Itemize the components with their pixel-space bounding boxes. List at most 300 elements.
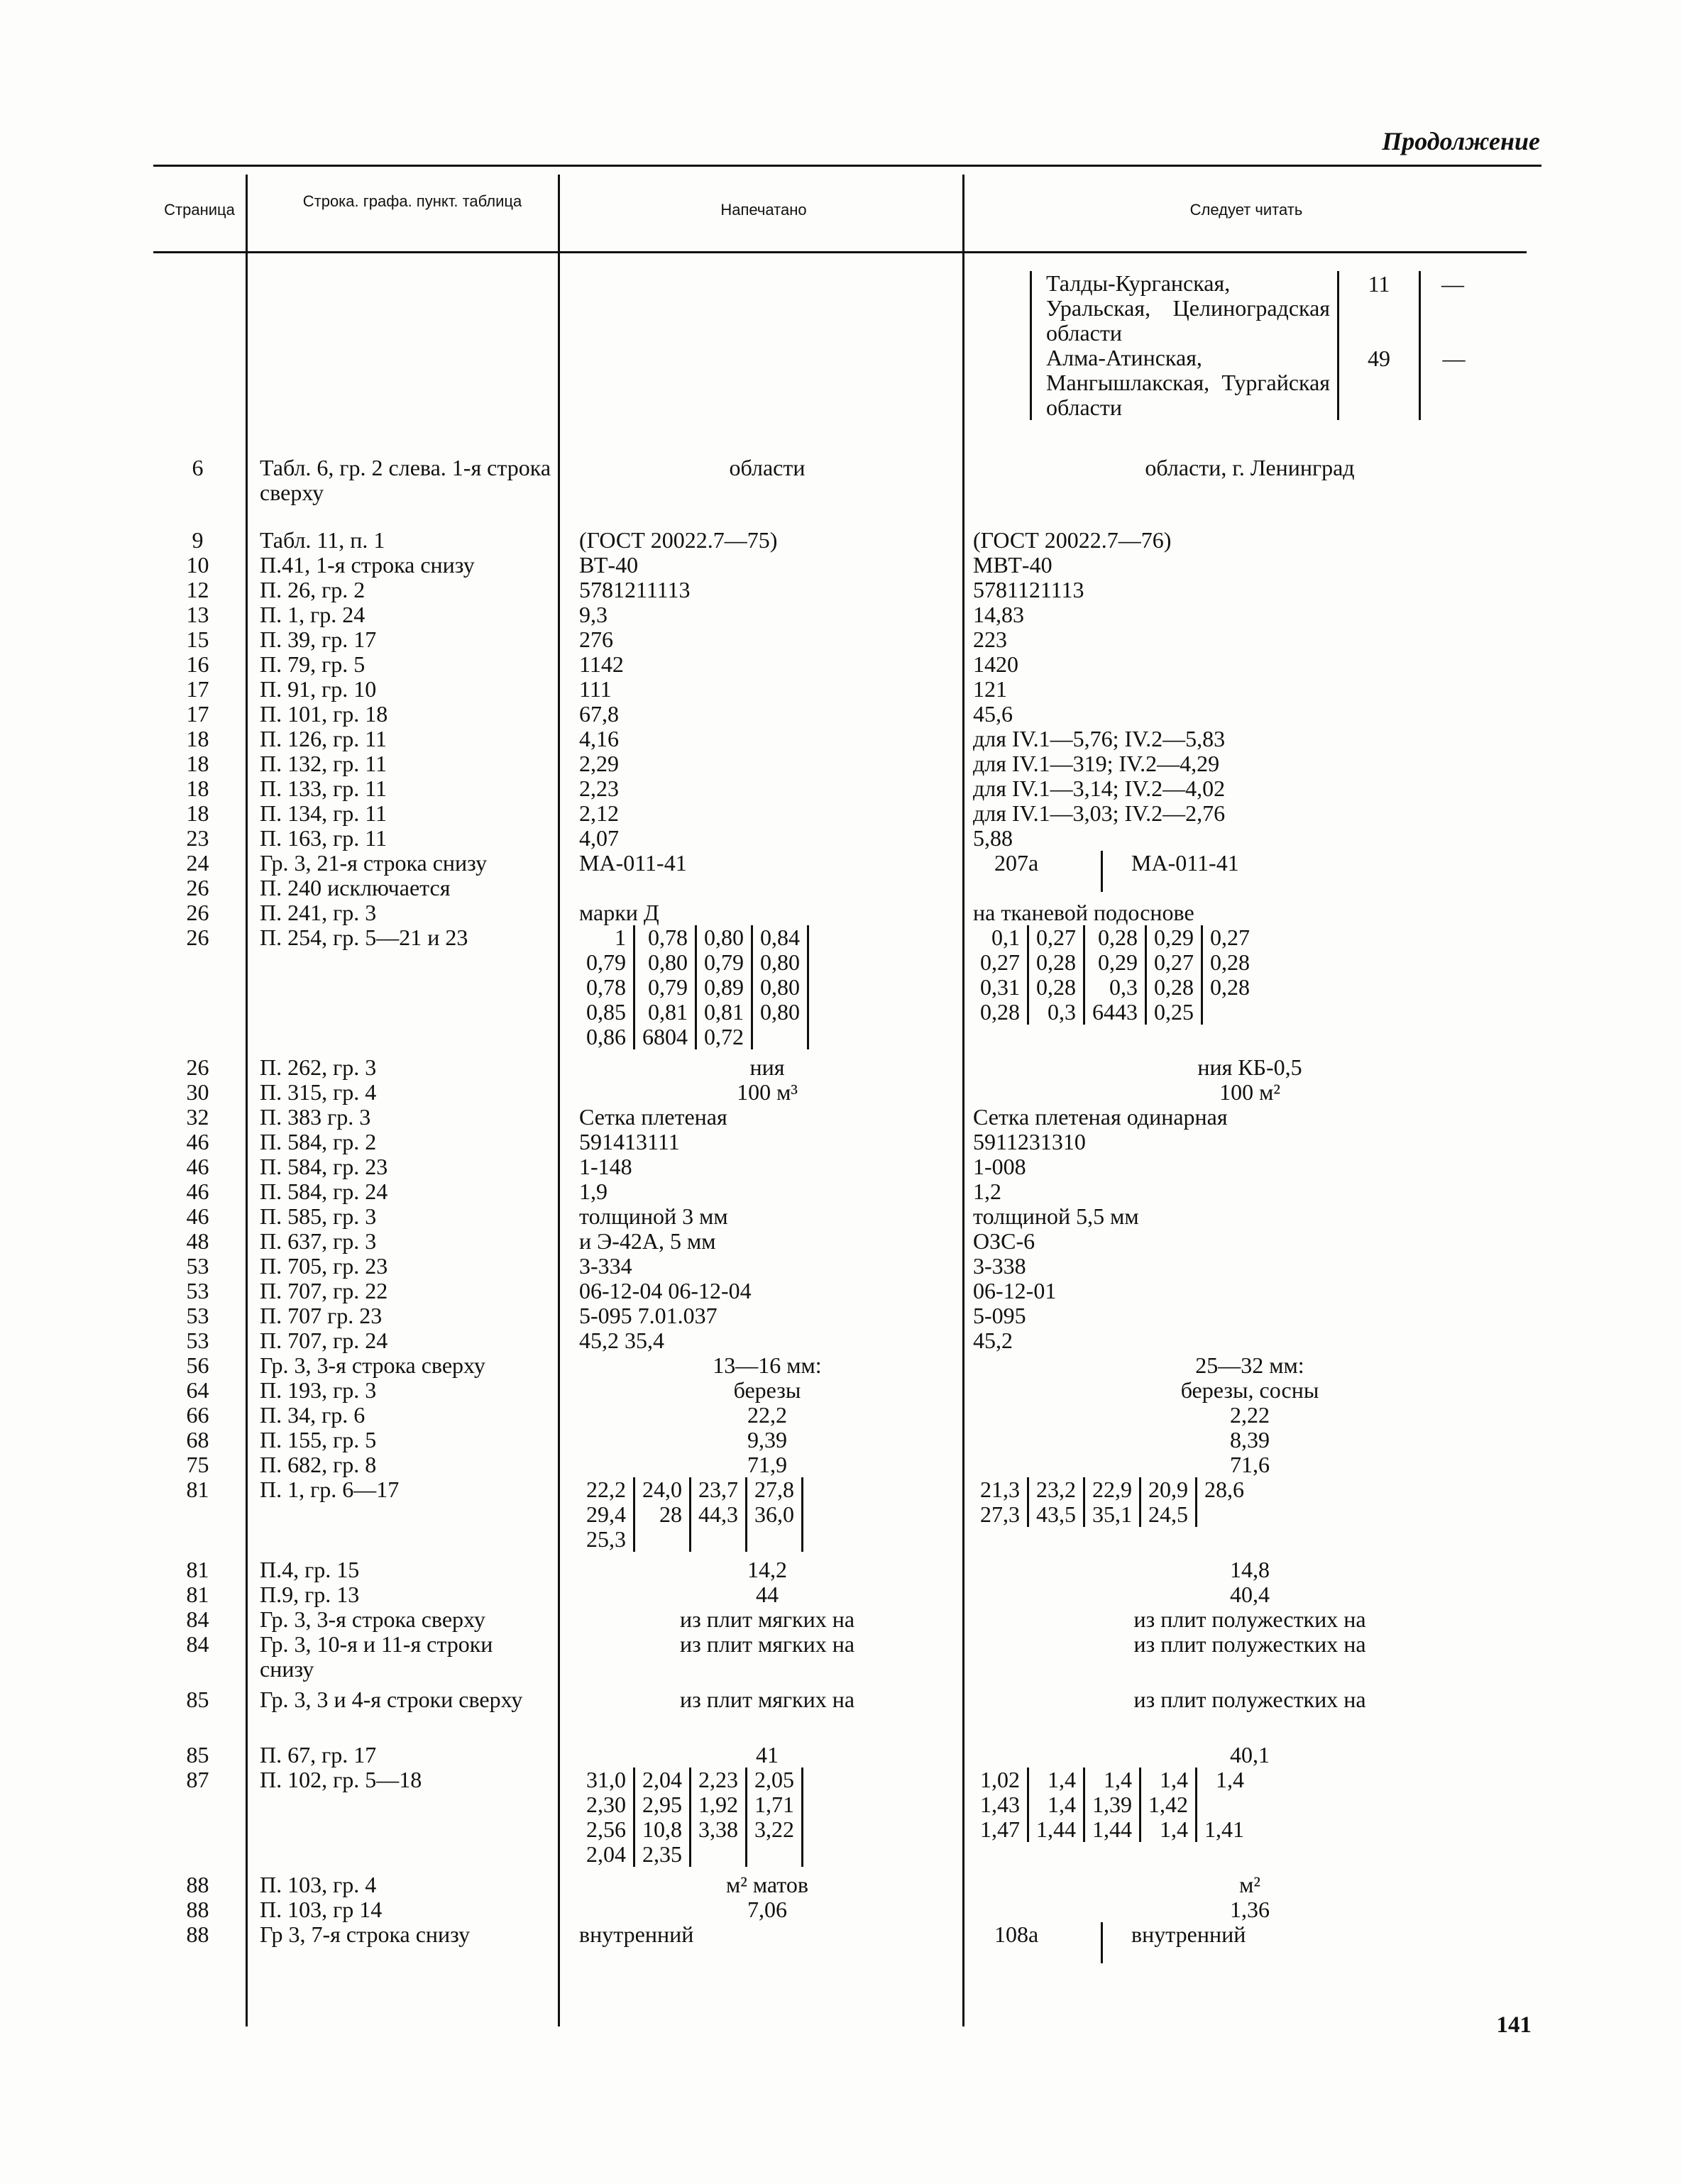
col-divider-1-head	[246, 175, 248, 253]
row-read: 223	[973, 627, 1007, 652]
row-printed: из плит мягких на	[679, 1631, 855, 1657]
grid-cell	[747, 1527, 803, 1552]
grid-cell: 0,79	[634, 975, 696, 1000]
row-printed: из плит мягких на	[679, 1687, 855, 1712]
row-page: 18	[186, 776, 209, 801]
row-line: П. 584, гр. 2	[260, 1129, 377, 1154]
grid-cell: 6804	[634, 1025, 696, 1049]
grid-cell: 2,04	[579, 1842, 634, 1867]
row-read: из плит полужестких на	[1133, 1687, 1366, 1712]
row-page: 81	[186, 1557, 209, 1582]
grid-cell	[634, 1527, 691, 1552]
row-printed: 2,29	[579, 751, 619, 776]
row-printed: марки Д	[579, 900, 659, 925]
row-printed: из плит мягких на	[679, 1606, 855, 1632]
grid-cell: 24,5	[1140, 1502, 1197, 1527]
row-printed: 1,9	[579, 1179, 608, 1204]
grid-cell: 36,0	[747, 1502, 803, 1527]
row-page: 88	[186, 1921, 209, 1947]
page-number: 141	[1496, 2012, 1532, 2038]
row-line: Табл. 11, п. 1	[260, 527, 385, 553]
grid-cell: 1,47	[973, 1817, 1028, 1842]
row-line: П. 26, гр. 2	[260, 577, 365, 602]
grid-cell: 0,27	[1146, 950, 1202, 975]
row-read: 71,6	[1230, 1452, 1270, 1477]
row-page: 17	[186, 701, 209, 727]
printed-grid	[579, 925, 809, 1049]
row-printed: 4,07	[579, 825, 619, 851]
row-read: березы, сосны	[1180, 1377, 1319, 1403]
grid-cell: 22,9	[1084, 1477, 1140, 1502]
row-line: П. 240 исключается	[260, 875, 451, 900]
grid-cell: 0,80	[752, 975, 808, 1000]
row-page: 53	[186, 1253, 209, 1279]
grid-cell: 0,29	[1146, 925, 1202, 950]
grid-cell: 27,3	[973, 1502, 1028, 1527]
row-line: П. 1, гр. 24	[260, 602, 365, 627]
row-read: на тканевой подоснове	[973, 900, 1194, 925]
row-read: ния КБ-0,5	[1197, 1054, 1302, 1080]
grid-cell: 0,78	[579, 975, 634, 1000]
row-page: 66	[186, 1402, 209, 1428]
row-printed: 9,39	[747, 1427, 787, 1452]
row-line: П. 101, гр. 18	[260, 701, 388, 727]
row-line: П. 637, гр. 3	[260, 1228, 377, 1254]
row-line: П. 91, гр. 10	[260, 676, 377, 702]
row-page: 53	[186, 1278, 209, 1303]
row-page: 9	[192, 527, 204, 553]
region-value: 49	[1339, 346, 1420, 420]
row-page: 64	[186, 1377, 209, 1403]
row-printed: и Э-42А, 5 мм	[579, 1228, 716, 1254]
row-line: П. 132, гр. 11	[260, 751, 387, 776]
grid-cell	[691, 1527, 747, 1552]
grid-cell: 0,28	[1210, 949, 1250, 975]
row-line: Гр. 3, 3 и 4-я строки сверху	[260, 1687, 523, 1712]
grid-cell: 0,31	[973, 975, 1028, 1000]
row-printed: 100 м³	[737, 1079, 798, 1105]
row-line: П. 584, гр. 24	[260, 1179, 388, 1204]
grid-cell: 1,4	[1140, 1817, 1197, 1842]
region-name: Алма-Атинская, Мангышлакская, Тургайская области	[1031, 346, 1339, 420]
row-read: 40,4	[1230, 1582, 1270, 1607]
row-line: П.4, гр. 15	[260, 1557, 360, 1582]
row-read: 5911231310	[973, 1129, 1086, 1154]
grid-cell: 0,28	[1028, 975, 1084, 1000]
grid-cell: 23,7	[691, 1477, 747, 1502]
row-read: для IV.1—319; IV.2—4,29	[973, 751, 1220, 776]
grid-cell: 2,56	[579, 1817, 634, 1842]
row-line: П. 133, гр. 11	[260, 776, 387, 801]
continuation-label: Продолжение	[1382, 127, 1540, 155]
row-printed: 591413111	[579, 1129, 680, 1154]
grid-cell: 0,29	[1084, 950, 1146, 975]
row-page: 88	[186, 1897, 209, 1922]
row-printed: ния	[749, 1054, 785, 1080]
row-read: для IV.1—5,76; IV.2—5,83	[973, 726, 1226, 751]
row-printed: 13—16 мм:	[713, 1352, 822, 1378]
row-page: 88	[186, 1872, 209, 1897]
grid-cell: 1,41	[1204, 1816, 1244, 1842]
row-page: 18	[186, 800, 209, 826]
row-line: Гр. 3, 3-я строка сверху	[260, 1606, 485, 1632]
row-read: 5,88	[973, 825, 1013, 851]
grid-cell: 31,0	[579, 1767, 634, 1792]
row-page: 81	[186, 1477, 209, 1502]
row-printed-grid	[579, 1477, 977, 1552]
printed-grid	[579, 1477, 803, 1552]
row-line: Гр. 3, 10-я и 11-я строки снизу	[260, 1631, 493, 1682]
grid-cell: 2,23	[691, 1767, 747, 1792]
row-line: П. 705, гр. 23	[260, 1253, 388, 1279]
row-printed: 1-148	[579, 1154, 632, 1179]
row-read: 5781121113	[973, 577, 1084, 602]
grid-cell: 35,1	[1084, 1502, 1140, 1527]
grid-cell: 21,3	[973, 1477, 1028, 1502]
grid-cell: 2,95	[634, 1792, 691, 1817]
grid-cell: 0,27	[973, 950, 1028, 975]
row-printed: 67,8	[579, 701, 619, 727]
grid-cell: 0,78	[634, 925, 696, 950]
grid-cell: 27,8	[747, 1477, 803, 1502]
row-line: П. 254, гр. 5—21 и 23	[260, 925, 468, 950]
grid-cell: 0,81	[634, 1000, 696, 1025]
row-read-grid	[973, 925, 1534, 1025]
row-line: Табл. 6, гр. 2 слева. 1-я строка сверху	[260, 455, 551, 505]
grid-cell: 1,4	[1084, 1767, 1140, 1792]
grid-cell: 23,2	[1028, 1477, 1084, 1502]
read-divider	[1101, 1922, 1103, 1963]
grid-cell: 0,28	[1084, 925, 1146, 950]
row-page: 30	[186, 1079, 209, 1105]
row-line: П. 126, гр. 11	[260, 726, 387, 751]
row-read: 2,22	[1230, 1402, 1270, 1428]
read-divider	[1101, 851, 1103, 892]
row-read: для IV.1—3,03; IV.2—2,76	[973, 800, 1226, 826]
row-read: 45,2	[973, 1328, 1013, 1353]
grid-cell: 1,44	[1084, 1817, 1140, 1842]
region-dash: —	[1441, 271, 1464, 297]
read-grid	[973, 1767, 1251, 1842]
row-read: МВТ-40	[973, 552, 1052, 578]
row-read: 45,6	[973, 701, 1013, 727]
row-line: П. 241, гр. 3	[260, 900, 377, 925]
row-read-grid	[973, 1767, 1534, 1842]
row-read: 1420	[973, 651, 1018, 677]
row-page: 81	[186, 1582, 209, 1607]
read-grid	[973, 925, 1257, 1025]
row-printed: 45,2 35,4	[579, 1328, 664, 1353]
grid-cell: 1,4	[1216, 1767, 1244, 1792]
grid-cell: 20,9	[1140, 1477, 1197, 1502]
row-page: 85	[186, 1687, 209, 1712]
region-table	[1030, 271, 1467, 420]
row-read: для IV.1—3,14; IV.2—4,02	[973, 776, 1226, 801]
row-page: 17	[186, 676, 209, 702]
row-page: 48	[186, 1228, 209, 1254]
grid-cell: 0,3	[1028, 1000, 1084, 1025]
row-line: П. 39, гр. 17	[260, 627, 377, 652]
header-read: Следует читать	[1189, 201, 1303, 219]
row-printed: 5-095 7.01.037	[579, 1303, 718, 1328]
row-printed: м² матов	[726, 1872, 808, 1897]
row-printed: области	[729, 455, 806, 480]
grid-cell	[747, 1842, 803, 1867]
row-read: толщиной 5,5 мм	[973, 1203, 1139, 1229]
row-page: 26	[186, 1054, 209, 1080]
grid-cell: 1,4	[1140, 1767, 1197, 1792]
col-divider-3	[962, 253, 964, 2026]
row-read: из плит полужестких на	[1133, 1606, 1366, 1632]
row-page: 10	[186, 552, 209, 578]
row-line: Гр. 3, 3-я строка сверху	[260, 1352, 485, 1378]
grid-cell: 1,92	[691, 1792, 747, 1817]
grid-cell: 0,79	[579, 950, 634, 975]
row-page: 56	[186, 1352, 209, 1378]
row-line: П. 79, гр. 5	[260, 651, 365, 677]
row-page: 15	[186, 627, 209, 652]
row-printed: 5781211113	[579, 577, 691, 602]
row-line: П. 585, гр. 3	[260, 1203, 377, 1229]
row-line: П. 707, гр. 22	[260, 1278, 388, 1303]
row-page: 18	[186, 726, 209, 751]
row-page: 84	[186, 1606, 209, 1632]
row-page: 26	[186, 925, 209, 950]
row-line: П.9, гр. 13	[260, 1582, 360, 1607]
col-divider-2	[558, 253, 560, 2026]
row-page: 12	[186, 577, 209, 602]
printed-grid	[579, 1767, 803, 1867]
row-read: 100 м²	[1219, 1079, 1280, 1105]
row-read: 1,2	[973, 1179, 1001, 1204]
row-page: 46	[186, 1179, 209, 1204]
row-line: П. 34, гр. 6	[260, 1402, 365, 1428]
row-read-pair	[994, 851, 1555, 892]
row-line: Гр. 3, 21-я строка снизу	[260, 850, 488, 876]
header-line: Строка. графа. пункт. таблица	[302, 192, 522, 210]
row-printed: 41	[756, 1742, 779, 1767]
grid-cell: 0,27	[1210, 925, 1250, 950]
grid-cell: 2,35	[634, 1842, 691, 1867]
row-page: 68	[186, 1427, 209, 1452]
row-read: Сетка плетеная одинарная	[973, 1104, 1228, 1130]
row-printed-grid	[579, 1767, 977, 1867]
grid-cell: 25,3	[579, 1527, 634, 1552]
row-printed: 3-334	[579, 1253, 632, 1279]
row-printed: 276	[579, 627, 613, 652]
row-printed: Сетка плетеная	[579, 1104, 727, 1130]
read-page-ref: 108а	[994, 1921, 1039, 1947]
row-read: 25—32 мм:	[1195, 1352, 1304, 1378]
region-name: Талды-Курганская, Уральская, Целиноградская области	[1031, 271, 1339, 346]
row-printed: 06-12-04 06-12-04	[579, 1278, 752, 1303]
grid-cell: 1,71	[747, 1792, 803, 1817]
row-line: П. 707, гр. 24	[260, 1328, 388, 1353]
grid-cell: 0,80	[752, 950, 808, 975]
row-page: 18	[186, 751, 209, 776]
row-line: П. 102, гр. 5—18	[260, 1767, 422, 1792]
row-printed: 1142	[579, 651, 624, 677]
row-printed: 2,23	[579, 776, 619, 801]
row-read: 121	[973, 676, 1007, 702]
grid-cell: 10,8	[634, 1817, 691, 1842]
grid-cell: 1,43	[973, 1792, 1028, 1817]
row-page: 32	[186, 1104, 209, 1130]
grid-cell: 1,44	[1028, 1817, 1084, 1842]
grid-cell: 0,27	[1028, 925, 1084, 950]
grid-cell: 0,86	[579, 1025, 634, 1049]
row-line: П. 103, гр 14	[260, 1897, 383, 1922]
region-subtable	[1030, 271, 1467, 420]
grid-cell: 1,02	[973, 1767, 1028, 1792]
row-printed: 9,3	[579, 602, 608, 627]
grid-cell: 0,72	[696, 1025, 752, 1049]
grid-cell	[752, 1025, 808, 1049]
row-page: 75	[186, 1452, 209, 1477]
grid-cell: 0,28	[1146, 975, 1202, 1000]
row-printed: 2,12	[579, 800, 619, 826]
grid-cell: 1,4	[1028, 1767, 1084, 1792]
row-line: П. 193, гр. 3	[260, 1377, 377, 1403]
grid-cell: 1,42	[1140, 1792, 1197, 1817]
grid-cell: 0,80	[752, 1000, 808, 1025]
read-text: внутренний	[1131, 1921, 1246, 1947]
row-line: П. 262, гр. 3	[260, 1054, 377, 1080]
grid-cell: 3,38	[691, 1817, 747, 1842]
read-page-ref: 207а	[994, 850, 1039, 876]
header-page: Страница	[164, 201, 235, 219]
row-read: 1,36	[1230, 1897, 1270, 1922]
row-line: П. 707 гр. 23	[260, 1303, 383, 1328]
grid-cell: 22,2	[579, 1477, 634, 1502]
row-printed: 44	[756, 1582, 779, 1607]
grid-cell	[691, 1842, 747, 1867]
grid-cell: 0,81	[696, 1000, 752, 1025]
row-read-pair	[994, 1922, 1555, 1963]
row-printed: 4,16	[579, 726, 619, 751]
col-divider-1	[246, 253, 248, 2026]
row-read: из плит полужестких на	[1133, 1631, 1366, 1657]
row-printed: толщиной 3 мм	[579, 1203, 728, 1229]
row-read: (ГОСТ 20022.7—76)	[973, 527, 1172, 553]
grid-cell: 0,3	[1084, 975, 1146, 1000]
row-page: 46	[186, 1129, 209, 1154]
grid-cell: 0,28	[1210, 974, 1250, 1000]
row-read: 1-008	[973, 1154, 1026, 1179]
row-read: ОЗС-6	[973, 1228, 1035, 1254]
row-line: П. 103, гр. 4	[260, 1872, 377, 1897]
grid-cell: 0,1	[973, 925, 1028, 950]
grid-cell: 44,3	[691, 1502, 747, 1527]
grid-cell: 2,04	[634, 1767, 691, 1792]
row-line: П. 134, гр. 11	[260, 800, 387, 826]
row-line: П.41, 1-я строка снизу	[260, 552, 475, 578]
row-read: 40,1	[1230, 1742, 1270, 1767]
grid-cell: 0,80	[696, 925, 752, 950]
region-dash: —	[1442, 346, 1466, 371]
row-printed-grid	[579, 925, 977, 1049]
grid-cell: 0,80	[634, 950, 696, 975]
row-page: 26	[186, 900, 209, 925]
grid-cell: 24,0	[634, 1477, 691, 1502]
grid-cell: 2,30	[579, 1792, 634, 1817]
row-printed: ВТ-40	[579, 552, 639, 578]
row-read: 14,8	[1230, 1557, 1270, 1582]
grid-cell: 1	[579, 925, 634, 950]
row-line: П. 315, гр. 4	[260, 1079, 377, 1105]
row-page: 26	[186, 875, 209, 900]
row-line: Гр 3, 7-я строка снизу	[260, 1921, 471, 1947]
row-printed: (ГОСТ 20022.7—75)	[579, 527, 778, 553]
row-read: области, г. Ленинград	[1145, 455, 1355, 480]
row-line: П. 1, гр. 6—17	[260, 1477, 400, 1502]
row-page: 24	[186, 850, 209, 876]
row-page: 53	[186, 1303, 209, 1328]
row-page: 16	[186, 651, 209, 677]
errata-table	[153, 165, 1541, 2035]
row-printed: 22,2	[747, 1402, 787, 1428]
grid-cell	[1197, 1502, 1252, 1527]
grid-cell	[1202, 1000, 1258, 1025]
row-line: П. 383 гр. 3	[260, 1104, 371, 1130]
row-page: 85	[186, 1742, 209, 1767]
grid-cell: 0,84	[752, 925, 808, 950]
grid-cell: 43,5	[1028, 1502, 1084, 1527]
row-page: 53	[186, 1328, 209, 1353]
row-printed: березы	[733, 1377, 801, 1403]
row-page: 46	[186, 1154, 209, 1179]
col-divider-2-head	[558, 175, 560, 253]
row-page: 23	[186, 825, 209, 851]
row-line: П. 163, гр. 11	[260, 825, 387, 851]
row-line: П. 682, гр. 8	[260, 1452, 377, 1477]
row-read-grid	[973, 1477, 1534, 1527]
row-read: 5-095	[973, 1303, 1026, 1328]
header-rule	[153, 251, 1527, 253]
row-read: 8,39	[1230, 1427, 1270, 1452]
row-printed: 111	[579, 676, 612, 702]
grid-cell: 0,85	[579, 1000, 634, 1025]
grid-cell: 0,25	[1146, 1000, 1202, 1025]
grid-cell: 0,28	[973, 1000, 1028, 1025]
grid-cell: 1,39	[1084, 1792, 1140, 1817]
grid-cell: 1,4	[1028, 1792, 1084, 1817]
grid-cell: 0,89	[696, 975, 752, 1000]
row-line: П. 584, гр. 23	[260, 1154, 388, 1179]
row-page: 87	[186, 1767, 209, 1792]
row-line: П. 155, гр. 5	[260, 1427, 377, 1452]
top-rule	[153, 165, 1541, 167]
grid-cell: 3,22	[747, 1817, 803, 1842]
grid-cell	[1197, 1792, 1252, 1817]
grid-cell: 0,79	[696, 950, 752, 975]
grid-cell: 2,05	[747, 1767, 803, 1792]
read-grid	[973, 1477, 1251, 1527]
grid-cell: 29,4	[579, 1502, 634, 1527]
row-printed: МА-011-41	[579, 850, 687, 876]
row-read: 06-12-01	[973, 1278, 1057, 1303]
row-line: П. 67, гр. 17	[260, 1742, 377, 1767]
grid-cell: 6443	[1084, 1000, 1146, 1025]
row-page: 13	[186, 602, 209, 627]
row-printed: внутренний	[579, 1921, 694, 1947]
row-page: 6	[192, 455, 204, 480]
grid-cell: 28	[634, 1502, 691, 1527]
region-value: 11	[1339, 271, 1420, 346]
row-page: 46	[186, 1203, 209, 1229]
col-divider-3-head	[962, 175, 964, 253]
row-printed: 14,2	[747, 1557, 787, 1582]
